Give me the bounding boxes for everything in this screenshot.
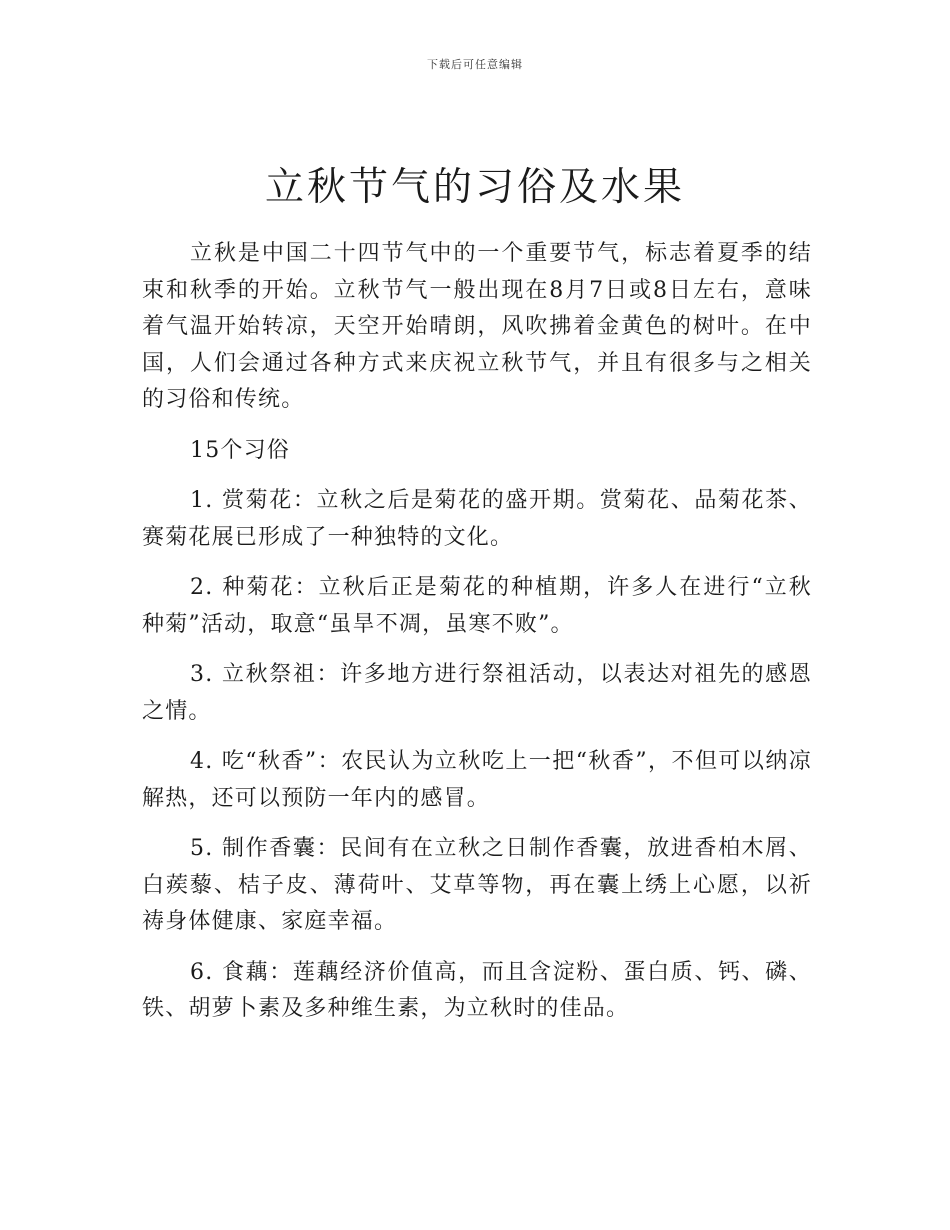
custom-item-3: 3. 立秋祭祖：许多地方进行祭祖活动，以表达对祖先的感恩之情。	[142, 662, 812, 724]
customs-heading: 15个习俗	[190, 437, 290, 463]
document-body	[142, 236, 812, 1042]
custom-item-4: 4. 吃“秋香”：农民认为立秋吃上一把“秋香”，不但可以纳凉解热，还可以预防一年内的感冒。	[142, 749, 812, 811]
custom-item-2: 2. 种菊花：立秋后正是菊花的种植期，许多人在进行“立秋种菊”活动，取意“虽旱不凋，虽寒不败”。	[142, 575, 812, 637]
custom-item-6: 6. 食藕：莲藕经济价值高，而且含淀粉、蛋白质、钙、磷、铁、胡萝卜素及多种维生素，为立秋时的佳品。	[142, 959, 812, 1021]
intro-paragraph: 立秋是中国二十四节气中的一个重要节气，标志着夏季的结束和秋季的开始。立秋节气一般出现在8月7日或8日左右，意味着气温开始转凉，天空开始晴朗，风吹拂着金黄色的树叶。在中国，人们会通过各种方式来庆祝立秋节气，并且有很多与之相关的习俗和传统。	[142, 241, 812, 412]
document-title: 立秋节气的习俗及水果	[264, 165, 685, 210]
header-note: 下载后可任意编辑	[427, 58, 523, 71]
custom-item-1: 1. 赏菊花：立秋之后是菊花的盛开期。赏菊花、品菊花茶、赛菊花展已形成了一种独特的文化。	[142, 488, 812, 550]
custom-item-5: 5. 制作香囊：民间有在立秋之日制作香囊，放进香柏木屑、白蒺藜、桔子皮、薄荷叶、艾草等物，再在囊上绣上心愿，以祈祷身体健康、家庭幸福。	[142, 836, 812, 934]
